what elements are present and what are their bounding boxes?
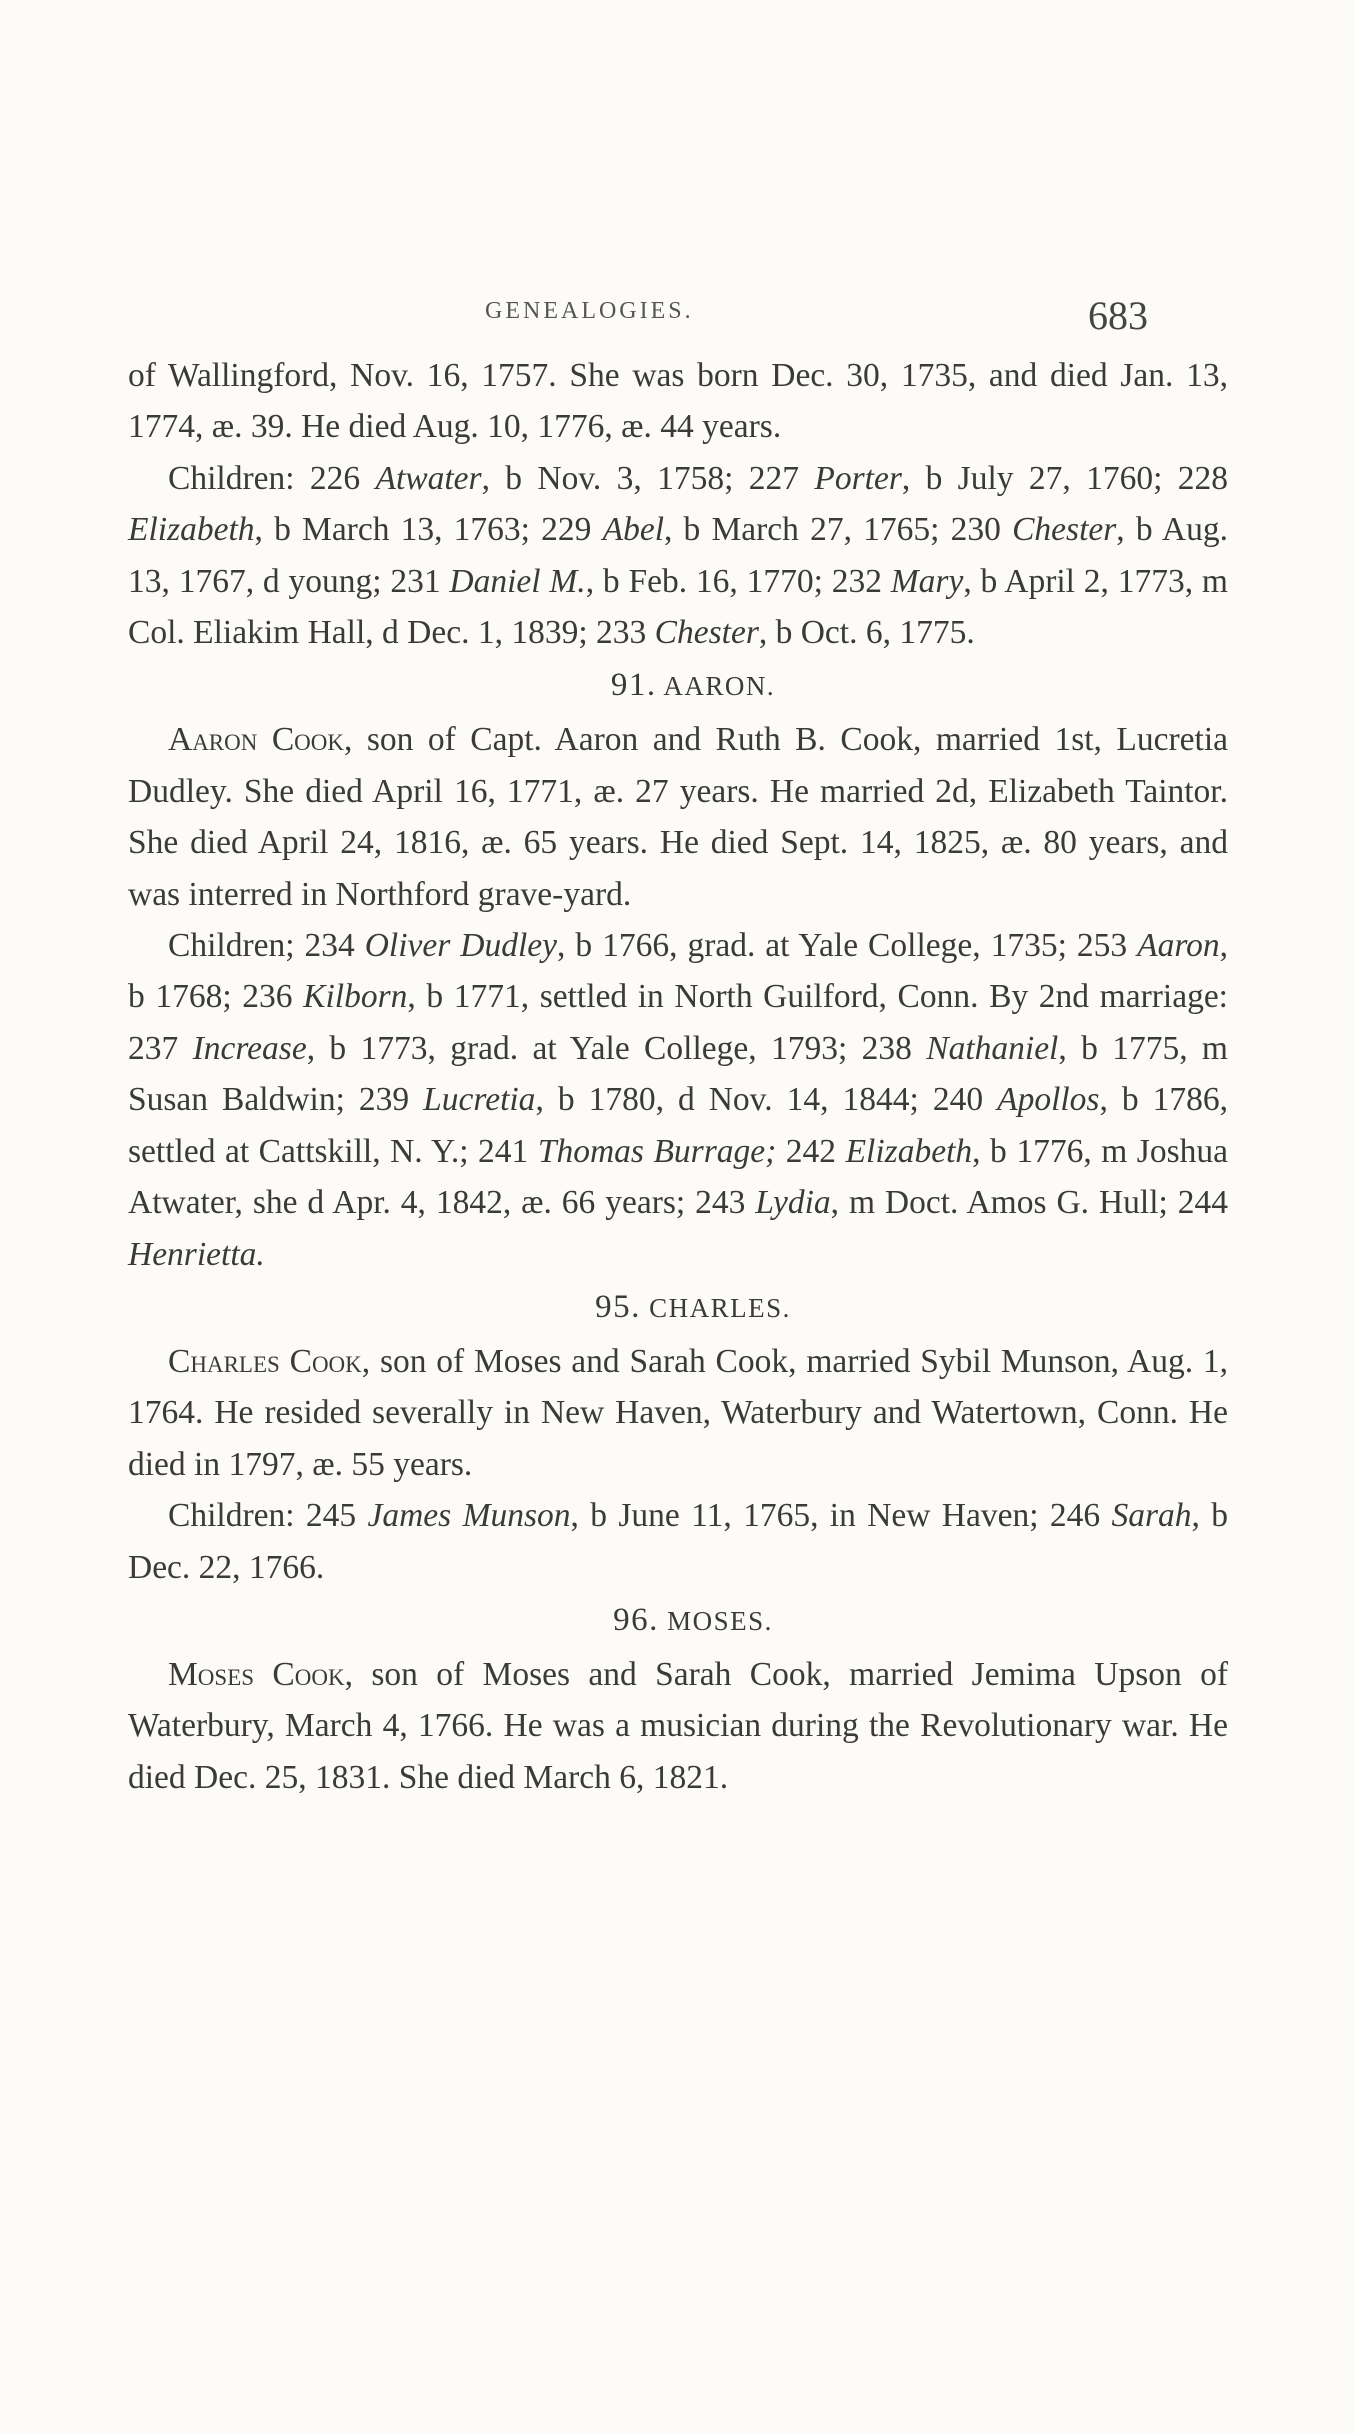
section-name: MOSES.: [667, 1605, 773, 1636]
paragraph: [128, 1490, 1228, 1593]
person-name: Charles Cook: [168, 1342, 362, 1380]
section-heading: [128, 1280, 1228, 1336]
text-run: , m Doct. Amos G. Hull; 244: [830, 1184, 1228, 1222]
italic-name: Mary: [890, 562, 964, 600]
text-run: , b Dec. 22, 1766.: [128, 1497, 1229, 1586]
text-run: , b March 27, 1765; 230: [664, 511, 1013, 549]
section-heading: [128, 658, 1228, 714]
italic-name: Thomas Burrage;: [537, 1132, 777, 1170]
text-run: Children; 234: [168, 927, 365, 965]
text-run: , b 1786, settled at Cattskill, N. Y.; 241: [128, 1081, 1229, 1170]
paragraph: [128, 350, 1228, 453]
italic-name: Henrietta.: [128, 1235, 265, 1273]
text-run: , b April 2, 1773, m Col. Eliakim Hall, d Dec. 1, 1839; 233: [128, 562, 1228, 652]
page-number: 683: [1088, 293, 1148, 338]
italic-name: Abel: [602, 511, 664, 549]
text-run: , b Oct. 6, 1775.: [758, 614, 975, 652]
italic-name: Increase: [192, 1029, 307, 1067]
section-name: CHARLES.: [649, 1292, 791, 1323]
italic-name: Kilborn: [303, 978, 408, 1016]
text-run: , b March 13, 1763; 229: [254, 511, 603, 549]
person-name: Moses Cook: [168, 1655, 345, 1693]
italic-name: Nathaniel: [926, 1029, 1059, 1067]
text-run: , b June 11, 1765, in New Haven; 246: [570, 1497, 1112, 1535]
text-run: , b Aug. 13, 1767, d young; 231: [128, 511, 1228, 600]
text-run: , son of Moses and Sarah Cook, married Jemima Upson of Waterbury, March 4, 1766. He was a musician during the Revolutionary war. He died Dec. 25, 1831. She died March 6, 1821.: [128, 1655, 1229, 1796]
running-head: GENEALOGIES.: [485, 298, 694, 324]
section-number: 91.: [610, 667, 657, 704]
section-heading: [128, 1593, 1228, 1649]
italic-name: Lucretia: [423, 1081, 536, 1119]
text-run: , b 1773, grad. at Yale College, 1793; 238: [306, 1029, 927, 1067]
paragraph: [128, 1336, 1228, 1490]
section-number: 96.: [613, 1601, 659, 1638]
text-run: , b 1780, d Nov. 14, 1844; 240: [535, 1081, 998, 1119]
text-run: , b 1771, settled in North Guilford, Conn. By 2nd marriage: 237: [128, 978, 1228, 1067]
text-run: of Wallingford, Nov. 16, 1757. She was born Dec. 30, 1735, and died Jan. 13, 1774, æ. 39. He died Aug. 10, 1776, æ. 44 years.: [128, 357, 1228, 446]
italic-name: Lydia: [755, 1184, 831, 1222]
italic-name: Chester: [1012, 511, 1117, 549]
text-run: Children: 226: [168, 459, 376, 497]
text-run: , b 1766, grad. at Yale College, 1735; 253: [557, 927, 1138, 965]
section-name: AARON.: [663, 671, 776, 702]
italic-name: Chester: [654, 614, 759, 652]
page-header: [0, 292, 1355, 342]
italic-name: Apollos: [997, 1081, 1100, 1119]
text-run: , son of Capt. Aaron and Ruth B. Cook, married 1st, Lucretia Dudley. She died April 16, 1771, æ. 27 years. He married 2d, Elizabeth Taintor. She died April 24, 1816, æ. 65 years. He died Sept. 14, 1825, æ. 80 years, and was interred in Northford grave-yard.: [128, 721, 1228, 913]
text-run: 242: [776, 1132, 846, 1170]
italic-name: Daniel M.: [449, 562, 586, 600]
page-body: [128, 350, 1228, 1803]
italic-name: Oliver Dudley: [364, 927, 558, 965]
text-run: , b Feb. 16, 1770; 232: [585, 562, 891, 600]
person-name: Aaron Cook: [168, 721, 345, 759]
italic-name: James Munson: [367, 1497, 571, 1535]
text-run: , b Nov. 3, 1758; 227: [481, 459, 815, 497]
italic-name: Elizabeth: [845, 1132, 973, 1170]
text-run: , b 1775, m Susan Baldwin; 239: [128, 1029, 1228, 1119]
italic-name: Aaron: [1137, 927, 1220, 965]
italic-name: Porter: [814, 459, 902, 497]
paragraph: [128, 453, 1228, 659]
text-run: , son of Moses and Sarah Cook, married Sybil Munson, Aug. 1, 1764. He resided severally in New Haven, Waterbury and Watertown, Conn. He died in 1797, æ. 55 years.: [128, 1342, 1228, 1483]
italic-name: Elizabeth: [128, 511, 255, 549]
text-run: , b July 27, 1760; 228: [901, 459, 1229, 497]
italic-name: Atwater: [375, 459, 482, 497]
text-run: , b 1776, m Joshua Atwater, she d Apr. 4, 1842, æ. 66 years; 243: [128, 1132, 1228, 1222]
text-run: , b 1768; 236: [128, 927, 1228, 1016]
paragraph: [128, 920, 1228, 1280]
italic-name: Sarah: [1111, 1497, 1192, 1535]
paragraph: [128, 1649, 1228, 1803]
text-run: Children: 245: [168, 1497, 368, 1535]
paragraph: [128, 714, 1228, 920]
section-number: 95.: [595, 1288, 641, 1325]
